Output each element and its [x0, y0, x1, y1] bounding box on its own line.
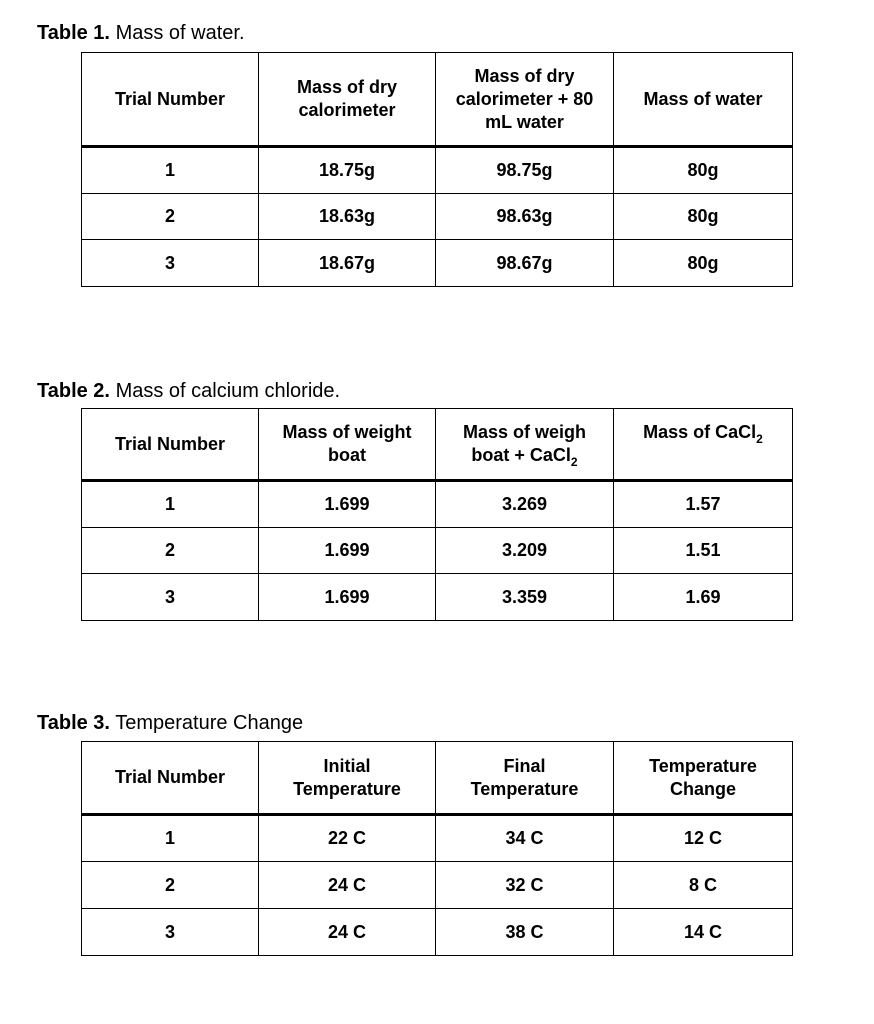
table-cell: 1.57 [614, 481, 793, 528]
table-row [82, 574, 793, 621]
table-cell: 8 C [614, 862, 793, 909]
table-cell: 18.67g [259, 240, 436, 287]
header-cell: Mass of weight boat [259, 409, 436, 481]
table-cell: 14 C [614, 909, 793, 956]
header-cell: Trial Number [82, 742, 259, 815]
table-cell: 24 C [259, 909, 436, 956]
header-cell [614, 409, 793, 481]
table-cell: 22 C [259, 815, 436, 862]
table-cell: 38 C [436, 909, 614, 956]
header-cell [436, 742, 614, 815]
table-cell: 1 [82, 147, 259, 194]
header-text: Mass of dry calorimeter [296, 77, 398, 120]
header-cell: Trial Number [82, 53, 259, 147]
header-text: Mass of dry calorimeter + 80 mL water [455, 65, 594, 132]
table-cell: 3 [82, 240, 259, 287]
header-cell: Trial Number [82, 409, 259, 481]
table-cell: 1 [82, 481, 259, 528]
table1-caption [37, 21, 245, 45]
table-cell: 3 [82, 909, 259, 956]
table-cell: 34 C [436, 815, 614, 862]
table-row [82, 481, 793, 528]
table3-caption [37, 711, 303, 735]
header-cell [614, 742, 793, 815]
table1-caption-label: Table 1. [37, 22, 110, 44]
table-cell: 24 C [259, 862, 436, 909]
table-cell: 2 [82, 862, 259, 909]
table-cell: 18.75g [259, 147, 436, 194]
table-cell: 3.359 [436, 574, 614, 621]
table-cell: 32 C [436, 862, 614, 909]
header-text: Final Temperature [470, 755, 579, 799]
header-text: Mass of CaCl [643, 422, 757, 442]
header-text: Mass of weigh boat + CaCl [462, 422, 587, 465]
table-row [82, 909, 793, 956]
table-cell: 12 C [614, 815, 793, 862]
table-cell: 3 [82, 574, 259, 621]
table-cell: 3.209 [436, 528, 614, 574]
table-cell: 98.67g [436, 240, 614, 287]
table-row [82, 194, 793, 240]
table1-caption-text: Mass of water. [115, 22, 245, 44]
table1 [81, 52, 793, 287]
table-row [82, 528, 793, 574]
header-cell [259, 742, 436, 815]
table-cell: 98.63g [436, 194, 614, 240]
table-row [82, 815, 793, 862]
table-cell: 80g [614, 240, 793, 287]
header-cell: Mass of water [614, 53, 793, 147]
table-row [82, 862, 793, 909]
table2-caption-text: Mass of calcium chloride. [115, 380, 341, 402]
table-row [82, 147, 793, 194]
table2-caption [37, 379, 340, 403]
subscript: 2 [570, 455, 578, 469]
table3 [81, 741, 793, 956]
header-cell [436, 53, 614, 147]
table-cell: 1.699 [259, 528, 436, 574]
table-row [82, 240, 793, 287]
header-text: Initial Temperature [293, 755, 401, 799]
header-text: Temperature Change [649, 755, 757, 799]
subscript: 2 [756, 432, 763, 446]
table-cell: 80g [614, 194, 793, 240]
table-cell: 1.69 [614, 574, 793, 621]
table-cell: 2 [82, 194, 259, 240]
table-cell: 1.699 [259, 481, 436, 528]
table-cell: 1.51 [614, 528, 793, 574]
table2-caption-label: Table 2. [37, 380, 110, 402]
table-cell: 2 [82, 528, 259, 574]
table-header-row [82, 409, 793, 481]
header-cell [436, 409, 614, 481]
table-cell: 1.699 [259, 574, 436, 621]
table3-caption-label: Table 3. [37, 712, 110, 734]
table-cell: 1 [82, 815, 259, 862]
table-cell: 80g [614, 147, 793, 194]
header-cell [259, 53, 436, 147]
table-header-row [82, 53, 793, 147]
table-cell: 98.75g [436, 147, 614, 194]
table-cell: 3.269 [436, 481, 614, 528]
table-cell: 18.63g [259, 194, 436, 240]
table2 [81, 408, 793, 621]
table-header-row [82, 742, 793, 815]
table3-caption-text: Temperature Change [115, 712, 304, 734]
